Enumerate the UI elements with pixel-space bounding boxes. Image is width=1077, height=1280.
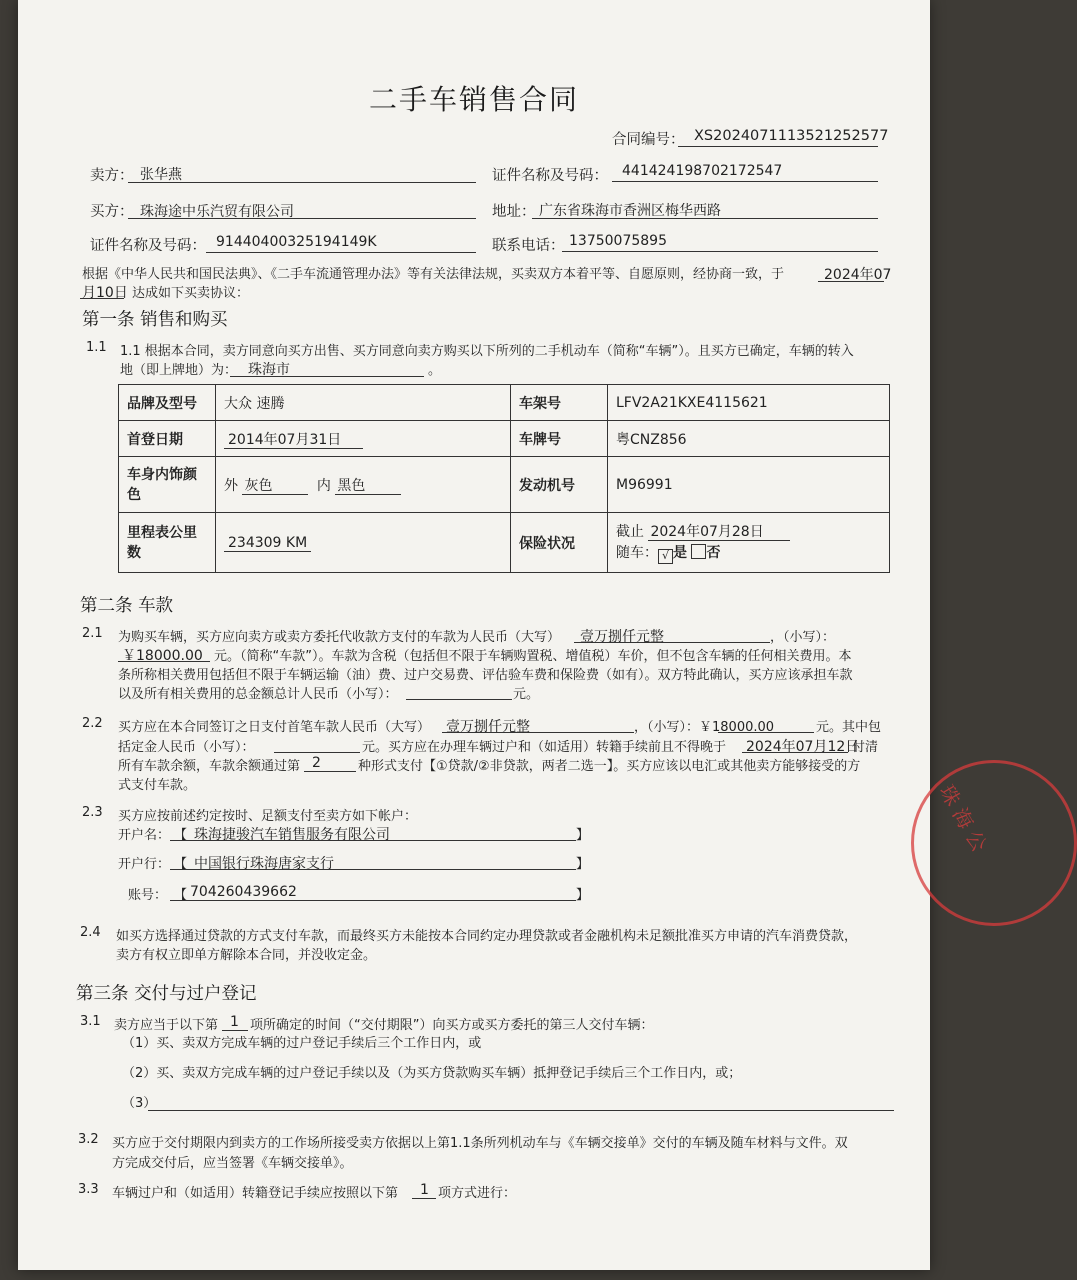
clause-2-1-line4: 以及所有相关费用的总金额总计人民币（小写）： [118, 687, 398, 702]
clause-3-1-option1: （1）买、卖双方完成车辆的过户登记手续后三个工作日内，或 [122, 1036, 482, 1051]
clause-2-1-amount-words: 壹万捌仟元整 [580, 629, 664, 645]
clause-2-1-number: 2.1 [82, 626, 103, 641]
insurance-expiry-row [616, 522, 881, 543]
preamble-line2: 达成如下买卖协议： [132, 286, 250, 301]
vin-value: LFV2A21KXE4115621 [608, 385, 890, 421]
clause-2-3-number: 2.3 [82, 805, 103, 820]
buyer-id-value: 91440400325194149K [216, 234, 377, 250]
account-name-label: 开户名： [118, 828, 171, 843]
clause-1-1-line1: 1.1 根据本合同，卖方同意向买方出售、买方同意向卖方购买以下所列的二手机动车（简称“车辆”）。且买方已确定，车辆的转入 [120, 344, 854, 359]
account-no-lbracket: 【 [174, 888, 188, 903]
buyer-address: 广东省珠海市香洲区梅华西路 [539, 203, 721, 219]
clause-2-2-line1: 买方应在本合同签订之日支付首笔车款人民币（大写） [118, 720, 431, 735]
mileage-label: 里程表公里数 [119, 513, 216, 573]
account-no: 704260439662 [190, 884, 297, 900]
insurance-cell [608, 513, 890, 573]
no-checkbox[interactable] [691, 544, 706, 559]
clause-2-1-line4-tail: 元。 [513, 687, 540, 702]
insurance-prefix: 截止 [616, 523, 644, 540]
exterior-color: 灰色 [242, 478, 308, 495]
plate-value: 粤CNZ856 [608, 421, 890, 457]
clause-1-1-line2: 地（即上牌地）为： [120, 363, 238, 378]
seller-id-value: 441424198702172547 [622, 163, 783, 179]
clause-3-3-item: 1 [420, 1182, 429, 1198]
clause-2-4-line1: 如买方选择通过贷款的方式支付车款，而最终买方未能按本合同约定办理贷款或者金融机构未足额批准买方申请的汽车消费贷款， [116, 929, 858, 944]
account-name-lbracket: 【 [174, 828, 188, 843]
clause-2-1-line1: 为购买车辆，买方应向卖方或卖方委托代收款方支付的车款为人民币（大写） [118, 630, 561, 645]
reg-date-cell [216, 421, 511, 457]
preamble-date-a: 2024年07 [824, 267, 892, 283]
plate-label: 车牌号 [511, 421, 608, 457]
clause-2-2-amount-words: 壹万捌仟元整 [446, 719, 530, 735]
clause-3-3-line1: 车辆过户和（如适用）转籍登记手续应按照以下第 [112, 1186, 399, 1201]
account-no-rbracket: 】 [576, 888, 590, 903]
seller-name: 张华燕 [140, 167, 182, 183]
insurance-date: 2024年07月28日 [648, 524, 789, 541]
clause-2-1-amount: ￥18000.00 [122, 648, 203, 664]
contract-no-label: 合同编号： [612, 132, 685, 148]
company-seal [911, 760, 1077, 926]
vin-label: 车架号 [511, 385, 608, 421]
clause-2-2-line4: 式支付车款。 [118, 778, 197, 793]
clause-2-2-line3-tail: 种形式支付【①贷款/②非贷款，两者二选一】。买方应该以电汇或其他卖方能够接受的方 [358, 759, 861, 774]
brand-value: 大众 速腾 [216, 385, 511, 421]
exterior-prefix: 外 [224, 477, 238, 494]
clause-3-2-line2: 方完成交付后，应当签署《车辆交接单》。 [112, 1156, 353, 1171]
bank-label: 开户行： [118, 857, 171, 872]
registration-city: 珠海市 [248, 362, 290, 378]
mileage-value: 234309 KM [224, 535, 311, 552]
clause-2-4-number: 2.4 [80, 925, 101, 940]
contract-no-value: XS2024071113521252577 [694, 128, 889, 144]
buyer-name: 珠海途中乐汽贸有限公司 [140, 204, 294, 220]
with-car-label: 随车： [616, 544, 658, 561]
interior-prefix: 内 [316, 477, 331, 494]
buyer-label: 买方： [90, 204, 134, 220]
buyer-phone: 13750075895 [569, 233, 667, 249]
clause-2-2-line1-mid: ，（小写）：￥18000.00 [634, 720, 775, 735]
bank-rbracket: 】 [576, 857, 590, 872]
bank-lbracket: 【 [174, 857, 188, 872]
no-label: 否 [706, 544, 721, 561]
engine-label: 发动机号 [511, 457, 608, 513]
color-label: 车身内饰颜色 [119, 457, 216, 513]
account-name: 珠海捷骏汽车销售服务有限公司 [194, 827, 390, 843]
seal-text: 珠 海 公 [934, 780, 992, 856]
clause-2-2-line2: 括定金人民币（小写）： [118, 740, 255, 755]
contract-page [18, 0, 992, 1270]
article2-heading: 第二条 车款 [80, 596, 174, 616]
clause-1-1-end: 。 [428, 363, 442, 378]
clause-3-1-option3: （3） [122, 1096, 157, 1111]
preamble-line1: 根据《中华人民共和国民法典》、《二手车流通管理办法》等有关法律法规，买卖双方本着平等、自愿原则，经协商一致，于 [82, 267, 785, 282]
document-title: 二手车销售合同 [368, 83, 579, 116]
clause-2-3-line1: 买方应按前述约定按时、足额支付至卖方如下帐户： [118, 809, 418, 824]
clause-2-1-line2: 元。（简称“车款”）。车款为含税（包括但不限于车辆购置税、增值税）车价，但不包含车辆的任何相关费用。本 [214, 649, 852, 664]
bank-name: 中国银行珠海唐家支行 [194, 856, 334, 872]
clause-2-2-payment-mode: 2 [312, 755, 321, 771]
article3-heading: 第三条 交付与过户登记 [76, 984, 257, 1004]
buyer-phone-label: 联系电话： [492, 238, 565, 254]
brand-label: 品牌及型号 [119, 385, 216, 421]
clause-3-1-line1-tail: 项所确定的时间（“交付期限”）向买方或买方委托的第三人交付车辆： [250, 1018, 654, 1033]
buyer-id-label: 证件名称及号码： [90, 238, 206, 254]
vehicle-info-table [118, 384, 890, 573]
clause-2-1-line3: 条所称相关费用包括但不限于车辆运输（油）费、过户交易费、评估验车费和保险费（如有）。双方特此确认，买方应该承担车款 [118, 668, 853, 683]
seller-label: 卖方： [90, 168, 134, 184]
account-no-label: 账号： [128, 888, 168, 903]
clause-3-3-line1-tail: 项方式进行： [438, 1186, 517, 1201]
clause-2-2-deadline: 2024年07月12日 [746, 739, 860, 755]
clause-3-1-number: 3.1 [80, 1014, 101, 1029]
clause-1-1-number: 1.1 [86, 340, 107, 355]
clause-2-2-line2-mid: 元。买方应在办理车辆过户和（如适用）转籍手续前且不得晚于 [362, 740, 727, 755]
clause-3-1-line1: 卖方应当于以下第 [114, 1018, 219, 1033]
clause-3-3-number: 3.3 [78, 1182, 99, 1197]
clause-2-1-line1-tail: ，（小写）： [770, 630, 836, 645]
reg-date-value: 2014年07月31日 [224, 432, 363, 449]
article1-heading: 第一条 销售和购买 [82, 310, 228, 330]
reg-date-label: 首登日期 [119, 421, 216, 457]
clause-3-2-line1: 买方应于交付期限内到卖方的工作场所接受卖方依据以上第1.1条所列机动车与《车辆交接单》交付的车辆及随车材料与文件。双 [112, 1136, 848, 1151]
buyer-address-label: 地址： [492, 204, 536, 220]
insurance-label: 保险状况 [511, 513, 608, 573]
yes-label: 是 [673, 544, 687, 561]
insurance-with-car-row [616, 543, 881, 564]
clause-2-2-line2-tail: 付清 [852, 740, 879, 755]
clause-2-2-line1-tail: 元。其中包 [816, 720, 882, 735]
clause-3-2-number: 3.2 [78, 1132, 99, 1147]
clause-2-4-line2: 卖方有权立即单方解除本合同，并没收定金。 [116, 948, 377, 963]
engine-value: M96991 [608, 457, 890, 513]
clause-2-2-line3: 所有车款余额，车款余额通过第 [118, 759, 301, 774]
yes-checkbox[interactable]: √ [658, 549, 673, 564]
account-name-rbracket: 】 [576, 828, 590, 843]
interior-color: 黑色 [335, 478, 401, 495]
preamble-date-b: 月10日 [82, 285, 128, 301]
color-cell [216, 457, 511, 513]
seller-id-label: 证件名称及号码： [492, 168, 608, 184]
mileage-cell [216, 513, 511, 573]
clause-3-1-item: 1 [230, 1014, 239, 1030]
clause-2-2-number: 2.2 [82, 716, 103, 731]
clause-3-1-option2: （2）买、卖双方完成车辆的过户登记手续以及（为买方贷款购买车辆）抵押登记手续后三个工作日内，或； [122, 1066, 742, 1081]
